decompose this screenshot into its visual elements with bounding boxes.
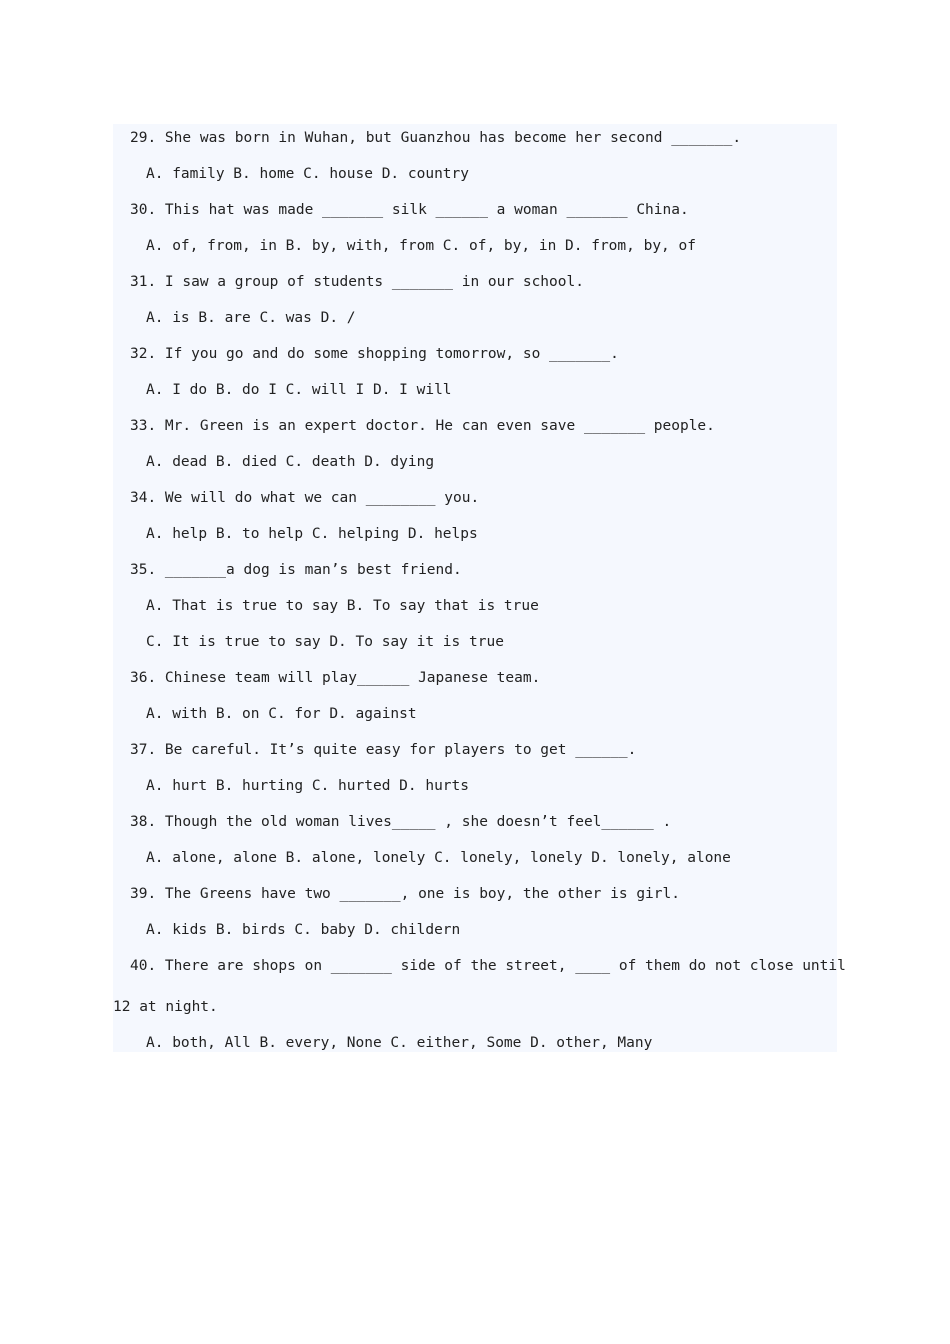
question-40-options: A. both, All B. every, None C. either, Some D. other, Many <box>146 1035 653 1051</box>
question-36: 36. Chinese team will play______ Japanese team. <box>130 670 541 686</box>
question-39-options: A. kids B. birds C. baby D. childern <box>146 922 461 938</box>
question-30: 30. This hat was made _______ silk ______ a woman _______ China. <box>130 202 689 218</box>
question-32-options: A. I do B. do I C. will I D. I will <box>146 382 452 398</box>
question-35-options-ab: A. That is true to say B. To say that is true <box>146 598 539 614</box>
question-38-options: A. alone, alone B. alone, lonely C. lonely, lonely D. lonely, alone <box>146 850 731 866</box>
question-39: 39. The Greens have two _______, one is boy, the other is girl. <box>130 886 680 902</box>
question-30-options: A. of, from, in B. by, with, from C. of, by, in D. from, by, of <box>146 238 696 254</box>
question-34-options: A. help B. to help C. helping D. helps <box>146 526 478 542</box>
question-37: 37. Be careful. It’s quite easy for players to get ______. <box>130 742 637 758</box>
question-35-options-cd: C. It is true to say D. To say it is true <box>146 634 504 650</box>
question-32: 32. If you go and do some shopping tomorrow, so _______. <box>130 346 619 362</box>
question-35: 35. _______a dog is man’s best friend. <box>130 562 462 578</box>
question-panel <box>113 124 846 1052</box>
question-38: 38. Though the old woman lives_____ , she doesn’t feel______ . <box>130 814 672 830</box>
question-40: 40. There are shops on _______ side of the street, ____ of them do not close until <box>130 958 846 974</box>
question-36-options: A. with B. on C. for D. against <box>146 706 417 722</box>
question-33-options: A. dead B. died C. death D. dying <box>146 454 435 470</box>
question-40-continuation: 12 at night. <box>113 999 218 1015</box>
question-29: 29. She was born in Wuhan, but Guanzhou has become her second _______. <box>130 130 742 146</box>
question-34: 34. We will do what we can ________ you. <box>130 490 480 506</box>
question-31: 31. I saw a group of students _______ in our school. <box>130 274 584 290</box>
question-31-options: A. is B. are C. was D. / <box>146 310 356 326</box>
question-33: 33. Mr. Green is an expert doctor. He can even save _______ people. <box>130 418 715 434</box>
question-29-options: A. family B. home C. house D. country <box>146 166 470 182</box>
question-37-options: A. hurt B. hurting C. hurted D. hurts <box>146 778 470 794</box>
